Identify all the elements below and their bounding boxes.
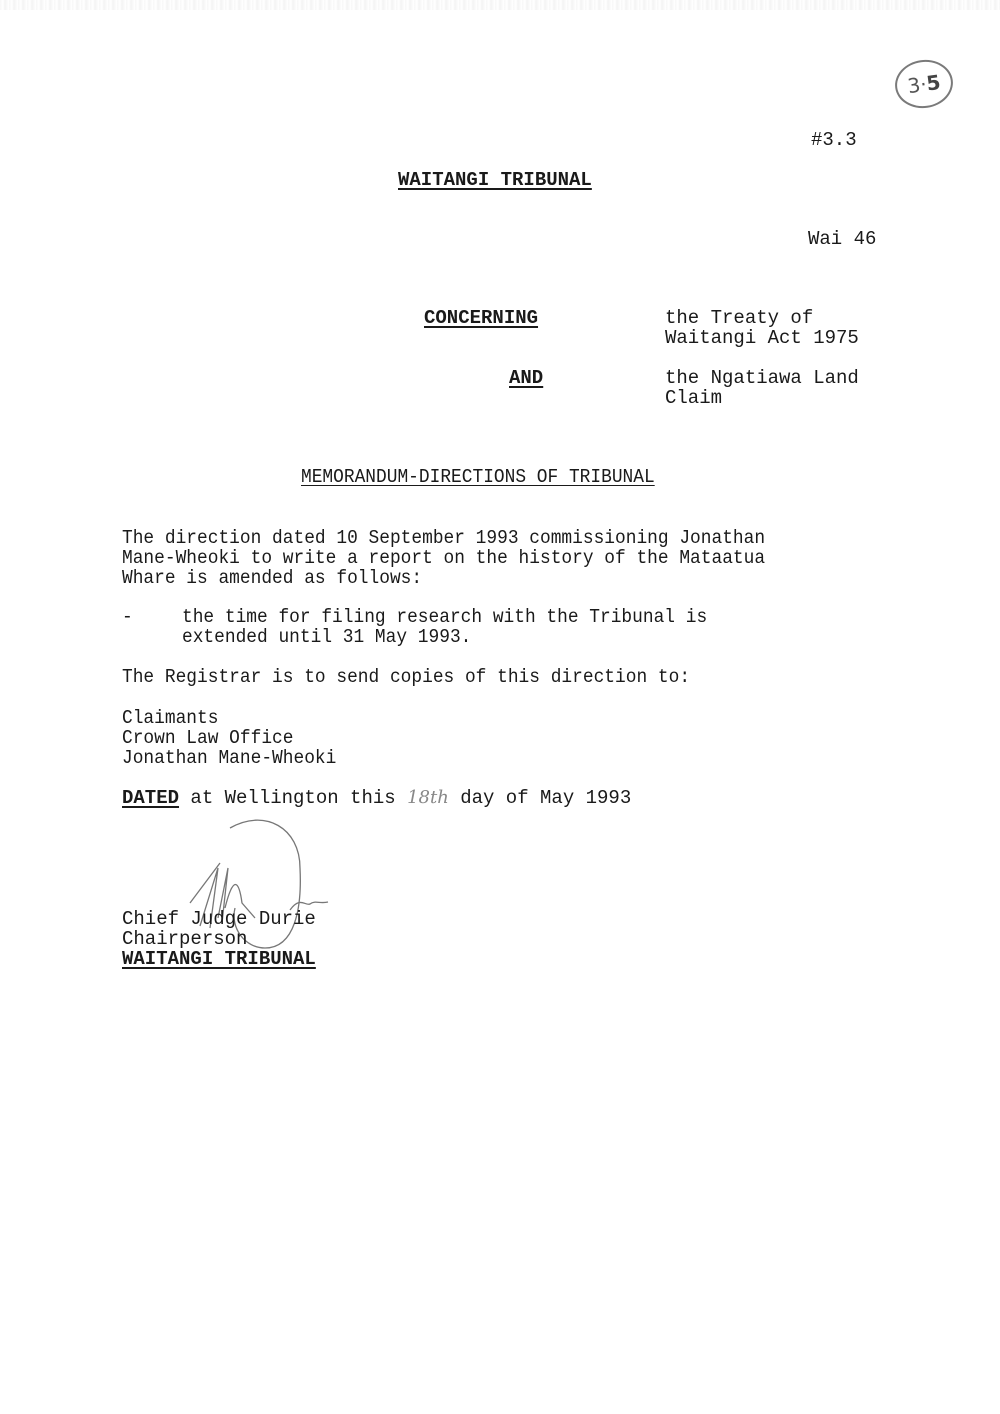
header-title: WAITANGI TRIBUNAL [398, 169, 592, 191]
body-line-2: Mane-Wheoki to write a report on the history of the Mataatua [122, 547, 766, 569]
and-label: AND [509, 367, 544, 389]
amendment-line-1: the time for filing research with the Tribunal is [182, 606, 708, 628]
recipient-jonathan-mane-wheoki: Jonathan Mane-Wheoki [122, 747, 337, 769]
wai-number: Wai 46 [808, 228, 877, 250]
registrar-line: The Registrar is to send copies of this direction to: [122, 666, 691, 688]
recipient-claimants: Claimants [122, 707, 219, 729]
dated-text-after: day of May 1993 [448, 787, 632, 809]
concerning-line-2: Waitangi Act 1975 [665, 327, 859, 349]
body-line-3: Whare is amended as follows: [122, 567, 423, 589]
signatory-name: Chief Judge Durie [122, 908, 316, 930]
stamp-prefix: 3· [905, 71, 929, 99]
dated-text-before: at Wellington this [179, 787, 408, 809]
memo-title: MEMORANDUM-DIRECTIONS OF TRIBUNAL [301, 466, 655, 488]
and-line-2: Claim [665, 387, 723, 409]
dated-line [122, 788, 631, 808]
signatory-role: Chairperson [122, 928, 248, 950]
and-line-1: the Ngatiawa Land [665, 367, 859, 389]
amendment-line-2: extended until 31 May 1993. [182, 626, 472, 648]
body-line-1: The direction dated 10 September 1993 commissioning Jonathan [122, 527, 766, 549]
handwritten-day: 18th [407, 787, 449, 808]
page-stamp [892, 56, 956, 112]
stamp-number: 5 [924, 69, 943, 96]
scan-edge-artifact [0, 0, 1000, 10]
signatory-organisation: WAITANGI TRIBUNAL [122, 948, 316, 970]
concerning-label: CONCERNING [424, 307, 539, 329]
recipient-crown-law-office: Crown Law Office [122, 727, 294, 749]
concerning-line-1: the Treaty of [665, 307, 814, 329]
document-reference: #3.3 [811, 129, 857, 151]
amendment-bullet: - [122, 606, 133, 628]
dated-label: DATED [122, 787, 180, 809]
